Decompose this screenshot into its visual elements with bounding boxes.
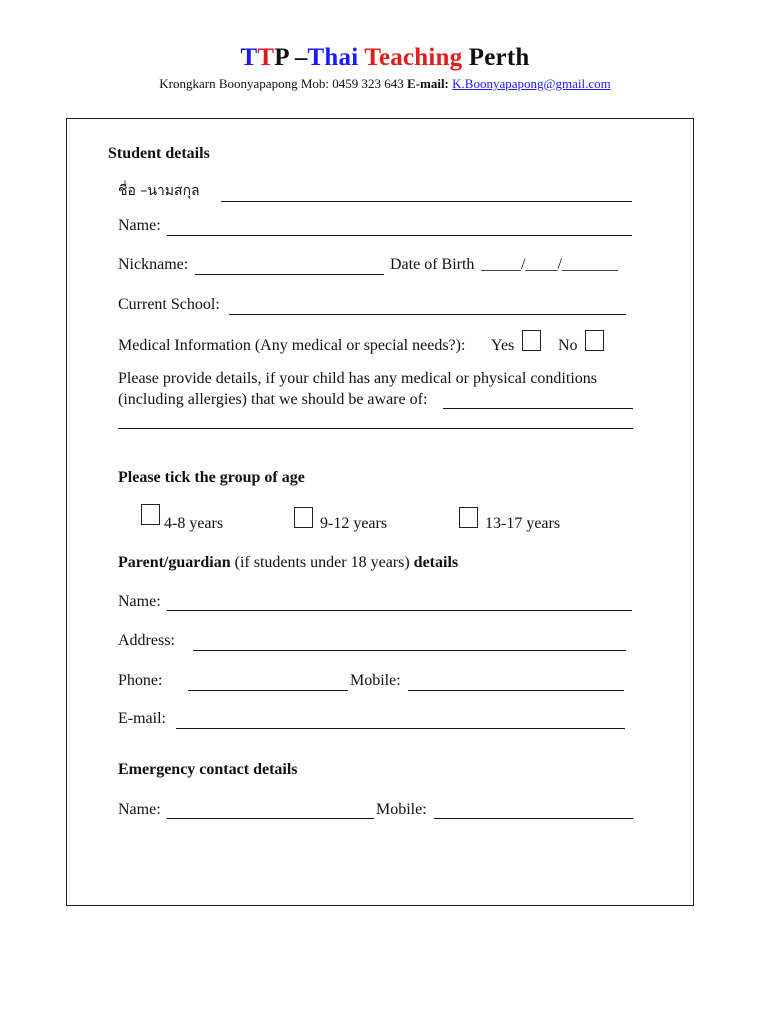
emergency-mobile-field[interactable] xyxy=(434,818,633,819)
title-perth: Perth xyxy=(468,44,530,71)
parent-mobile-label: Mobile: xyxy=(350,672,401,689)
student-name-field[interactable] xyxy=(167,235,632,236)
age-group-heading: Please tick the group of age xyxy=(118,469,305,486)
dob-field[interactable]: _____/____/_______ xyxy=(481,256,618,273)
phone-label: Phone: xyxy=(118,672,163,689)
medical-no-label: No xyxy=(558,337,578,354)
age-9-12-label: 9-12 years xyxy=(320,515,388,532)
age-4-8-label: 4-8 years xyxy=(164,515,224,532)
parent-mobile-field[interactable] xyxy=(408,690,624,691)
medical-yes-checkbox[interactable] xyxy=(522,330,541,351)
medical-label: Medical Information (Any medical or special needs?): xyxy=(118,337,466,354)
form-frame xyxy=(66,118,694,906)
title-letter-t1: T xyxy=(240,44,258,71)
thai-name-label: ชื่อ –นามสกุล xyxy=(118,183,200,199)
medical-details-field-2[interactable] xyxy=(118,428,633,429)
nickname-field[interactable] xyxy=(195,274,384,275)
address-field[interactable] xyxy=(193,650,626,651)
medical-yes-label: Yes xyxy=(491,337,515,354)
student-details-heading: Student details xyxy=(108,145,210,162)
contact-line xyxy=(0,76,770,92)
age-13-17-checkbox[interactable] xyxy=(459,507,478,528)
medical-details-line1: Please provide details, if your child has any medical or physical conditions xyxy=(118,370,597,387)
phone-field[interactable] xyxy=(188,690,348,691)
nickname-label: Nickname: xyxy=(118,256,189,273)
parent-email-field[interactable] xyxy=(176,728,625,729)
age-4-8-checkbox[interactable] xyxy=(141,504,160,525)
title-teaching: Teaching xyxy=(364,44,463,71)
title-letter-t2: T xyxy=(257,44,275,71)
parent-heading-bold: Parent/guardian xyxy=(118,554,231,571)
parent-email-label: E-mail: xyxy=(118,710,166,727)
page-title xyxy=(0,44,770,72)
medical-details-field-1[interactable] xyxy=(443,408,633,409)
email-link[interactable]: K.Boonyapapong@gmail.com xyxy=(452,76,611,91)
student-name-label: Name: xyxy=(118,217,161,234)
parent-heading-note: (if students under 18 years) xyxy=(234,554,410,571)
parent-name-label: Name: xyxy=(118,593,161,610)
emergency-name-field[interactable] xyxy=(167,818,374,819)
address-label: Address: xyxy=(118,632,175,649)
school-field[interactable] xyxy=(229,314,626,315)
age-13-17-label: 13-17 years xyxy=(485,515,561,532)
emergency-name-label: Name: xyxy=(118,801,161,818)
school-label: Current School: xyxy=(118,296,220,313)
title-p: P – xyxy=(274,44,308,71)
medical-no-checkbox[interactable] xyxy=(585,330,604,351)
medical-details-line2: (including allergies) that we should be aware of: xyxy=(118,391,428,408)
parent-heading-details: details xyxy=(413,554,459,571)
thai-name-field[interactable] xyxy=(221,201,632,202)
dob-label: Date of Birth xyxy=(390,256,475,273)
contact-text: Krongkarn Boonyapapong Mob: 0459 323 643 xyxy=(159,76,407,91)
emergency-mobile-label: Mobile: xyxy=(376,801,427,818)
parent-heading xyxy=(118,554,458,572)
emergency-heading: Emergency contact details xyxy=(118,761,298,778)
email-label: E-mail: xyxy=(407,76,449,91)
parent-name-field[interactable] xyxy=(167,610,632,611)
age-9-12-checkbox[interactable] xyxy=(294,507,313,528)
title-thai: Thai xyxy=(307,44,359,71)
